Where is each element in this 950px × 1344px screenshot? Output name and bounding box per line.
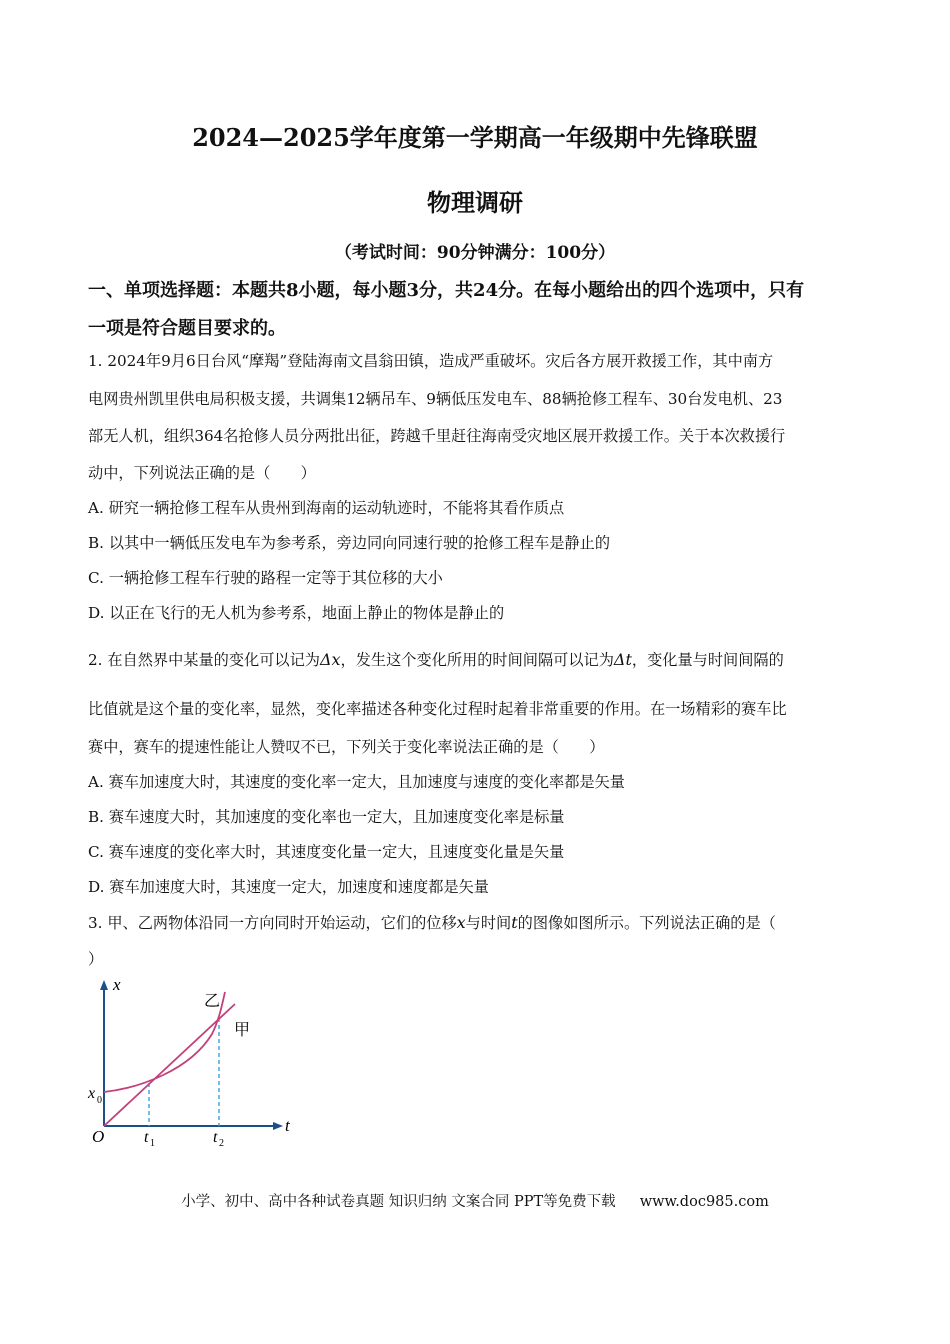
- jia-label: 甲: [234, 1022, 251, 1039]
- section-heading-line1: 一、单项选择题：本题共8小题，每小题3分，共24分。在每小题给出的四个选项中，只有: [88, 280, 805, 301]
- x-symbol: x: [456, 913, 466, 932]
- x-axis-label: t: [285, 1116, 290, 1135]
- q1-option-a: A. 研究一辆抢修工程车从贵州到海南的运动轨迹时，不能将其看作质点: [88, 499, 565, 517]
- delta-x-symbol: Δx: [319, 650, 341, 669]
- q3-stem-line1: [88, 912, 776, 933]
- section-heading-line2: 一项是符合题目要求的。: [88, 318, 286, 339]
- t-symbol: t: [511, 913, 518, 932]
- x0-label: x: [88, 1085, 96, 1102]
- q1-stem-line: 1. 2024年9月6日台风“摩羯”登陆海南文昌翁田镇，造成严重破坏。灾后各方展开救援工作，其中南方: [88, 352, 774, 370]
- t1-label: t: [144, 1129, 149, 1146]
- q1-stem-line: 部无人机，组织364名抢修人员分两批出征，跨越千里赶往海南受灾地区展开救援工作。关于本次救援行: [88, 427, 786, 445]
- y-axis-label: x: [113, 975, 121, 994]
- q2-text: ，发生这个变化所用的时间间隔可以记为: [340, 651, 614, 669]
- footer-text: 小学、初中、高中各种试卷真题 知识归纳 文案合同 PPT等免费下载: [181, 1194, 616, 1210]
- q2-stem-line1: [88, 649, 784, 670]
- q2-text: 2. 在自然界中某量的变化可以记为: [88, 651, 320, 669]
- q2-option-a: A. 赛车加速度大时，其速度的变化率一定大，且加速度与速度的变化率都是矢量: [88, 773, 625, 791]
- q3-stem-line2: ）: [88, 950, 104, 968]
- q2-text: ，变化量与时间间隔的: [631, 651, 784, 669]
- q2-option-b: B. 赛车速度大时，其加速度的变化率也一定大，且加速度变化率是标量: [88, 808, 565, 826]
- q2-option-d: D. 赛车加速度大时，其速度一定大，加速度和速度都是矢量: [88, 878, 489, 896]
- footer-url[interactable]: www.doc985.com: [639, 1194, 769, 1210]
- exam-title: 2024—2025学年度第一学期高一年级期中先锋联盟: [192, 123, 758, 152]
- origin-label: O: [92, 1127, 105, 1146]
- footer: [0, 1190, 950, 1211]
- q2-option-c: C. 赛车速度的变化率大时，其速度变化量一定大，且速度变化量是矢量: [88, 843, 565, 861]
- yi-label: 乙: [204, 993, 221, 1010]
- delta-t-symbol: Δt: [613, 650, 632, 669]
- exam-info: （考试时间：90分钟满分：100分）: [334, 243, 616, 263]
- y-axis-arrow: [100, 980, 108, 990]
- q2-stem-line: 比值就是这个量的变化率，显然，变化率描述各种变化过程时起着非常重要的作用。在一场精彩的赛车比: [88, 700, 787, 718]
- q1-option-d: D. 以正在飞行的无人机为参考系，地面上静止的物体是静止的: [88, 604, 505, 622]
- q2-stem-line: 赛中，赛车的提速性能让人赞叹不已，下列关于变化率说法正确的是（ ）: [88, 738, 605, 756]
- q3-text: 与时间: [465, 914, 512, 932]
- x-axis-arrow: [273, 1122, 283, 1130]
- q1-option-b: B. 以其中一辆低压发电车为参考系，旁边同向同速行驶的抢修工程车是静止的: [88, 534, 611, 552]
- xt-graph: [80, 970, 310, 1150]
- q1-stem-line: 动中，下列说法正确的是（ ）: [88, 464, 316, 482]
- x0-subscript: 0: [97, 1095, 102, 1106]
- q3-text: 3. 甲、乙两物体沿同一方向同时开始运动，它们的位移: [88, 914, 457, 932]
- q1-option-c: C. 一辆抢修工程车行驶的路程一定等于其位移的大小: [88, 569, 443, 587]
- t1-subscript: 1: [150, 1138, 155, 1149]
- q3-text: 的图像如图所示。下列说法正确的是（: [517, 914, 776, 932]
- t2-label: t: [213, 1129, 218, 1146]
- t2-subscript: 2: [219, 1138, 224, 1149]
- q1-stem-line: 电网贵州凯里供电局积极支援，共调集12辆吊车、9辆低压发电车、88辆抢修工程车、30台发电机、23: [88, 390, 783, 408]
- jia-line: [104, 1004, 235, 1126]
- exam-subject: 物理调研: [427, 188, 523, 217]
